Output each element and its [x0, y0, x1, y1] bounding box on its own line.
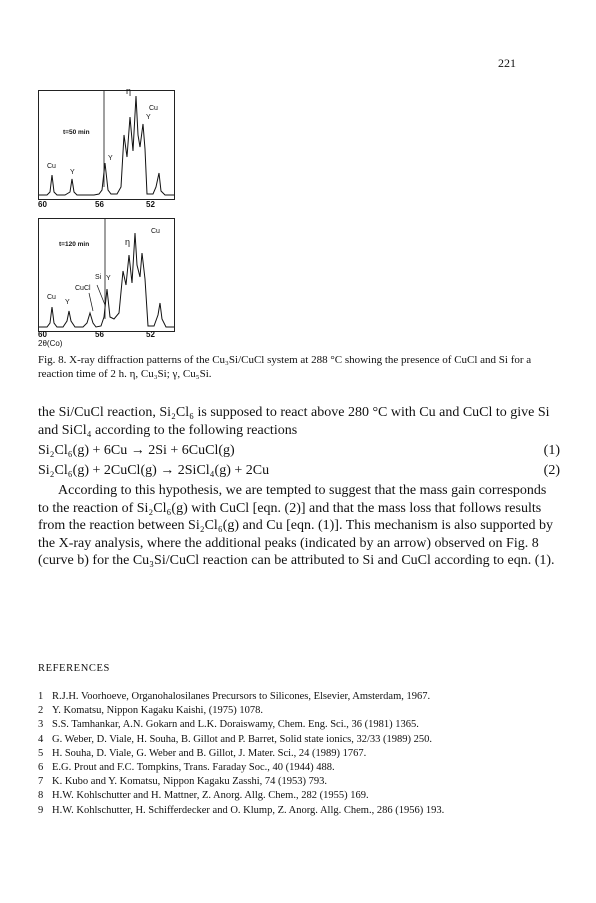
- reference-item: [38, 690, 568, 704]
- reference-text: Y. Komatsu, Nippon Kagaku Kaishi, (1975) 1078.: [52, 705, 263, 717]
- xrd-panel-b: [38, 218, 175, 332]
- reference-number: 2: [38, 705, 44, 717]
- panel-b-time-label: t=120 min: [59, 241, 90, 248]
- xrd-panel-a: [38, 86, 175, 200]
- reference-text: H. Souha, D. Viale, G. Weber and B. Gillot, J. Mater. Sci., 24 (1989) 1767.: [52, 747, 367, 759]
- label-y-top-a: Y: [146, 114, 151, 121]
- reference-item: [38, 804, 568, 818]
- tick-56-b: 56: [95, 330, 104, 339]
- label-y-left-b: Y: [65, 299, 70, 306]
- reference-number: 5: [38, 747, 44, 759]
- label-y-mid-a: Y: [108, 155, 113, 162]
- reference-item: [38, 733, 568, 747]
- reference-item: [38, 775, 568, 789]
- reference-text: K. Kubo and Y. Komatsu, Nippon Kagaku Zasshi, 74 (1953) 793.: [52, 776, 328, 788]
- panel-a-time-label: t=50 min: [63, 129, 90, 136]
- references-heading: REFERENCES: [38, 663, 110, 674]
- reference-item: [38, 718, 568, 732]
- label-eta-a: η: [126, 86, 132, 96]
- label-cu-top-a: Cu: [149, 105, 158, 112]
- reference-text: R.J.H. Voorhoeve, Organohalosilanes Precursors to Silicones, Elsevier, Amsterdam, 1967.: [52, 691, 431, 702]
- reference-item: [38, 747, 568, 761]
- arrow-cucl: [89, 293, 93, 311]
- label-eta-b: η: [125, 237, 131, 247]
- tick-56-a: 56: [95, 200, 104, 209]
- reference-item: [38, 761, 568, 775]
- reference-number: 6: [38, 762, 44, 774]
- figure-caption: Fig. 8. X-ray diffraction patterns of the Cu₃Si/CuCl system at 288 °C showing the presence of CuCl and Si for a reaction time of 2 h. η, Cu₃Si; γ, Cu₅Si.: [38, 354, 532, 380]
- paragraph-2: According to this hypothesis, we are tempted to suggest that the mass gain corresponds to the reaction of Si₂Cl₆(g) with CuCl [eqn. (2)] and that the mass loss that follows results from the reaction between Si₂Cl₆(g) and Cu [eqn. (1)]. This mechanism is also supported by the X-ray analysis, where the additional peaks (indicated by an arrow) observed on Fig. 8 (curve b) for the Cu₃Si/CuCl reaction can be attributed to Si and CuCl according to eqn. (1).: [38, 483, 555, 568]
- tick-52-a: 52: [146, 200, 155, 209]
- reference-item: [38, 704, 568, 718]
- label-si-b: Si: [95, 274, 102, 281]
- equation-2-text: Si₂Cl₆(g) + 2CuCl(g) → 2SiCl₄(g) + 2Cu: [38, 463, 270, 478]
- reference-text: H.W. Kohlschutter and H. Mattner, Z. Anorg. Allg. Chem., 282 (1955) 169.: [52, 790, 369, 802]
- reference-text: G. Weber, D. Viale, H. Souha, B. Gillot and P. Barret, Solid state ionics, 32/33 (1989) 250.: [52, 733, 433, 745]
- reference-number: 3: [38, 719, 44, 731]
- equation-1-text: Si₂Cl₆(g) + 6Cu → 2Si + 6CuCl(g): [38, 443, 235, 458]
- label-cu-left-b: Cu: [47, 294, 56, 301]
- reference-text: H.W. Kohlschutter, H. Schifferdecker and O. Klump, Z. Anorg. Allg. Chem., 286 (1956) 193.: [52, 804, 445, 816]
- equation-2: [38, 462, 560, 480]
- label-y-mid-b: Y: [106, 275, 111, 282]
- reference-item: [38, 789, 568, 803]
- equation-2-number: (2): [543, 463, 560, 478]
- label-cucl-b: CuCl: [75, 285, 91, 292]
- reference-number: 7: [38, 776, 44, 788]
- arrow-si: [97, 285, 105, 305]
- label-y-left-a: Y: [70, 169, 75, 176]
- equation-1: [38, 442, 560, 460]
- label-cu-top-b: Cu: [151, 228, 160, 235]
- reference-number: 8: [38, 790, 44, 802]
- label-cu-left-a: Cu: [47, 163, 56, 170]
- equation-1-number: (1): [543, 443, 560, 458]
- reference-number: 4: [38, 733, 44, 745]
- references-list: [38, 690, 568, 818]
- paragraph-1: the Si/CuCl reaction, Si₂Cl₆ is supposed to react above 280 °C with Cu and CuCl to give Si and SiCl₄ according to the following reactions: [38, 405, 550, 438]
- tick-60-b: 60: [38, 330, 47, 339]
- reference-text: S.S. Tamhankar, A.N. Gokarn and L.K. Doraiswamy, Chem. Eng. Sci., 36 (1981) 1365.: [52, 719, 419, 731]
- reference-number: 9: [38, 804, 44, 816]
- page-number: 221: [498, 56, 516, 70]
- tick-52-b: 52: [146, 330, 155, 339]
- reference-number: 1: [38, 691, 44, 702]
- x-axis-label: 2θ(Co): [38, 339, 63, 348]
- tick-60-a: 60: [38, 200, 47, 209]
- reference-text: E.G. Prout and F.C. Tompkins, Trans. Faraday Soc., 40 (1944) 488.: [52, 762, 335, 774]
